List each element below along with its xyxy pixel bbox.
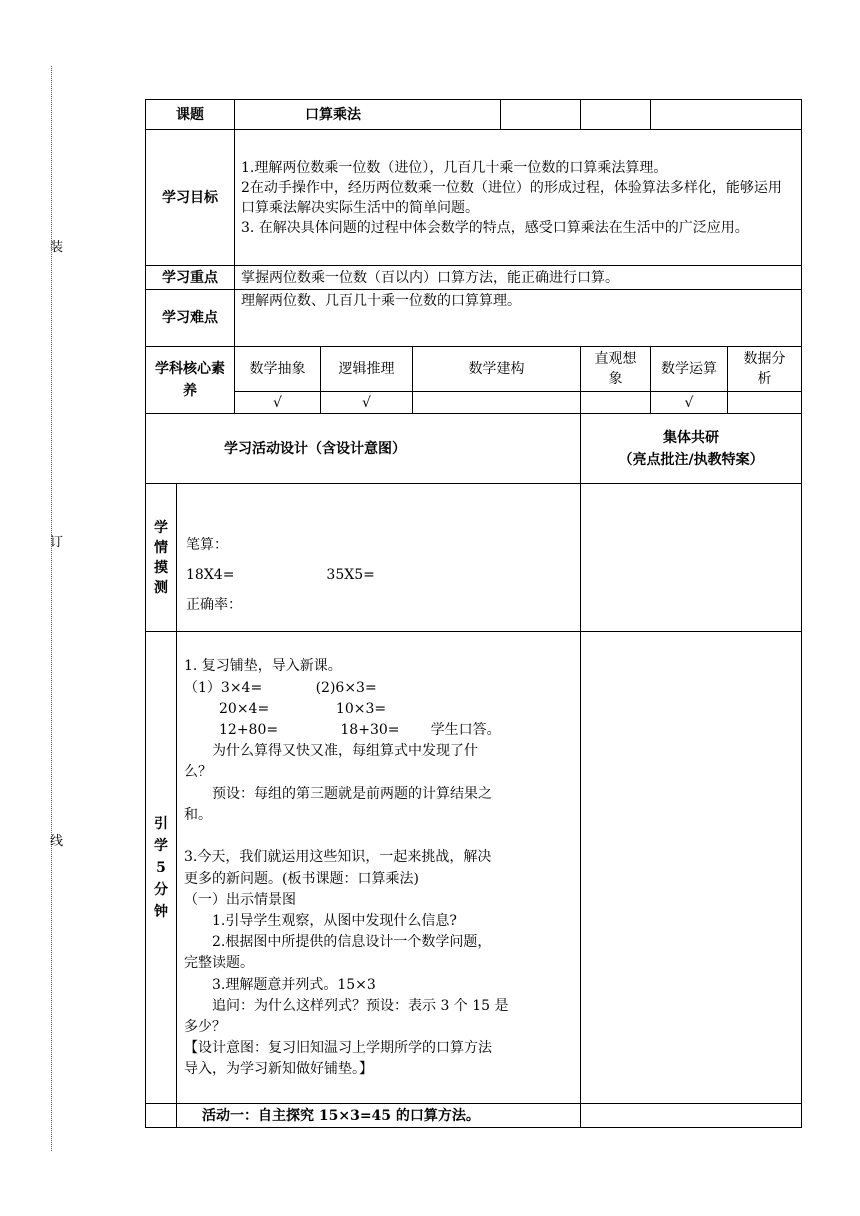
intro-line-10: 3.今天，我们就运用这些知识，一起来挑战，解决 bbox=[184, 849, 492, 866]
intro-line-15: 完整读题。 bbox=[184, 955, 254, 972]
key-point-label: 学习重点 bbox=[146, 266, 235, 290]
intro-line-4: 12+80= 18+30= 学生口答。 bbox=[219, 722, 501, 739]
design-right-title-2: （亮点批注/执教特案） bbox=[618, 451, 764, 468]
intro-line-9 bbox=[184, 826, 574, 847]
key-point-text: 掌握两位数乘一位数（百以内）口算方法，能正确进行口算。 bbox=[235, 266, 802, 290]
design-right-title-1: 集体共研 bbox=[663, 429, 720, 446]
literacy-name-4: 直观想象 bbox=[581, 347, 651, 392]
pretest-calc-2: 35X5= bbox=[326, 566, 375, 583]
topic-value: 口算乘法 bbox=[235, 100, 501, 130]
intro-line-11: 更多的新问题。(板书课题：口算乘法) bbox=[184, 870, 419, 887]
literacy-row bbox=[146, 347, 802, 392]
literacy-name-6: 数据分析 bbox=[728, 347, 802, 392]
pretest-line-1: 笔算： bbox=[186, 536, 228, 553]
intro-line-5: 为什么算得又快又准，每组算式中发现了什 bbox=[212, 743, 478, 760]
intro-line-16: 3.理解题意并列式。15×3 bbox=[212, 976, 376, 993]
intro-notes bbox=[581, 632, 802, 1104]
pretest-content bbox=[177, 484, 581, 632]
goals-label: 学习目标 bbox=[146, 130, 235, 266]
key-point-row bbox=[146, 266, 802, 290]
intro-line-6: 么？ bbox=[184, 764, 212, 781]
intro-content bbox=[177, 632, 581, 1104]
literacy-check-3 bbox=[413, 392, 581, 414]
topic-row bbox=[146, 100, 802, 130]
difficulty-row bbox=[146, 290, 802, 347]
literacy-name-5: 数学运算 bbox=[651, 347, 728, 392]
pretest-calc-1: 18X4= bbox=[186, 566, 235, 583]
intro-line-1: 1. 复习铺垫，导入新课。 bbox=[184, 658, 342, 675]
intro-line-13: 1.引导学生观察，从图中发现什么信息? bbox=[212, 912, 457, 929]
binding-char-xian: 线 bbox=[50, 834, 64, 849]
binding-char-zhuang: 装 bbox=[50, 240, 64, 255]
goals-row bbox=[146, 130, 802, 266]
goals-content bbox=[235, 130, 802, 266]
goal-item-2: 2在动手操作中，经历两位数乘一位数（进位）的形成过程，体验算法多样化，能够运用口算乘法解决实际生活中的简单问题。 bbox=[241, 179, 782, 216]
literacy-check-2: √ bbox=[321, 392, 413, 414]
difficulty-label: 学习难点 bbox=[146, 290, 235, 347]
literacy-check-row bbox=[146, 392, 802, 414]
intro-line-12: （一）出示情景图 bbox=[184, 891, 296, 908]
topic-blank-3 bbox=[651, 100, 802, 130]
intro-line-14: 2.根据图中所提供的信息设计一个数学问题， bbox=[212, 934, 492, 951]
intro-line-20: 导入，为学习新知做好铺垫。】 bbox=[184, 1061, 373, 1078]
design-right-title bbox=[581, 414, 802, 484]
difficulty-text: 理解两位数、几百几十乘一位数的口算算理。 bbox=[235, 290, 802, 347]
activity-label-cell bbox=[146, 1104, 177, 1128]
lesson-plan-table bbox=[145, 99, 802, 1128]
intro-label: 引学5分钟 bbox=[146, 632, 177, 1104]
literacy-name-2: 逻辑推理 bbox=[321, 347, 413, 392]
intro-line-18: 多少？ bbox=[184, 1018, 226, 1035]
goal-item-1: 1.理解两位数乘一位数（进位），几百几十乘一位数的口算乘法算理。 bbox=[241, 159, 668, 176]
design-title-row bbox=[146, 414, 802, 484]
intro-row bbox=[146, 632, 802, 1104]
activity-title: 活动一：自主探究 15×3=45 的口算方法。 bbox=[177, 1104, 581, 1128]
literacy-check-6 bbox=[728, 392, 802, 414]
goal-item-3: 3. 在解决具体问题的过程中体会数学的特点，感受口算乘法在生活中的广泛应用。 bbox=[241, 219, 749, 236]
intro-line-2: （1）3×4= (2)6×3= bbox=[184, 679, 377, 696]
lesson-plan-sheet bbox=[145, 99, 801, 1136]
intro-line-3: 20×4= 10×3= bbox=[219, 700, 387, 717]
intro-line-7: 预设：每组的第三题就是前两题的计算结果之 bbox=[212, 785, 492, 802]
pretest-line-3: 正确率： bbox=[186, 596, 242, 613]
literacy-name-1: 数学抽象 bbox=[235, 347, 321, 392]
intro-line-19: 【设计意图：复习旧知温习上学期所学的口算方法 bbox=[184, 1040, 492, 1057]
pretest-line-2 bbox=[186, 560, 574, 590]
activity-row bbox=[146, 1104, 802, 1128]
pretest-row bbox=[146, 484, 802, 632]
design-left-title: 学习活动设计（含设计意图） bbox=[146, 414, 581, 484]
literacy-check-1: √ bbox=[235, 392, 321, 414]
literacy-check-4 bbox=[581, 392, 651, 414]
activity-notes bbox=[581, 1104, 802, 1128]
literacy-name-3: 数学建构 bbox=[413, 347, 581, 392]
literacy-label: 学科核心素养 bbox=[146, 347, 235, 414]
intro-line-8: 和。 bbox=[184, 806, 212, 823]
binding-line bbox=[51, 66, 52, 1151]
pretest-label: 学情摸测 bbox=[146, 484, 177, 632]
binding-char-ding: 订 bbox=[50, 535, 64, 550]
pretest-notes bbox=[581, 484, 802, 632]
intro-line-17: 追问：为什么这样列式？预设：表示 3 个 15 是 bbox=[212, 997, 509, 1014]
topic-label: 课题 bbox=[146, 100, 235, 130]
topic-blank-2 bbox=[581, 100, 651, 130]
topic-blank-1 bbox=[501, 100, 581, 130]
literacy-check-5: √ bbox=[651, 392, 728, 414]
